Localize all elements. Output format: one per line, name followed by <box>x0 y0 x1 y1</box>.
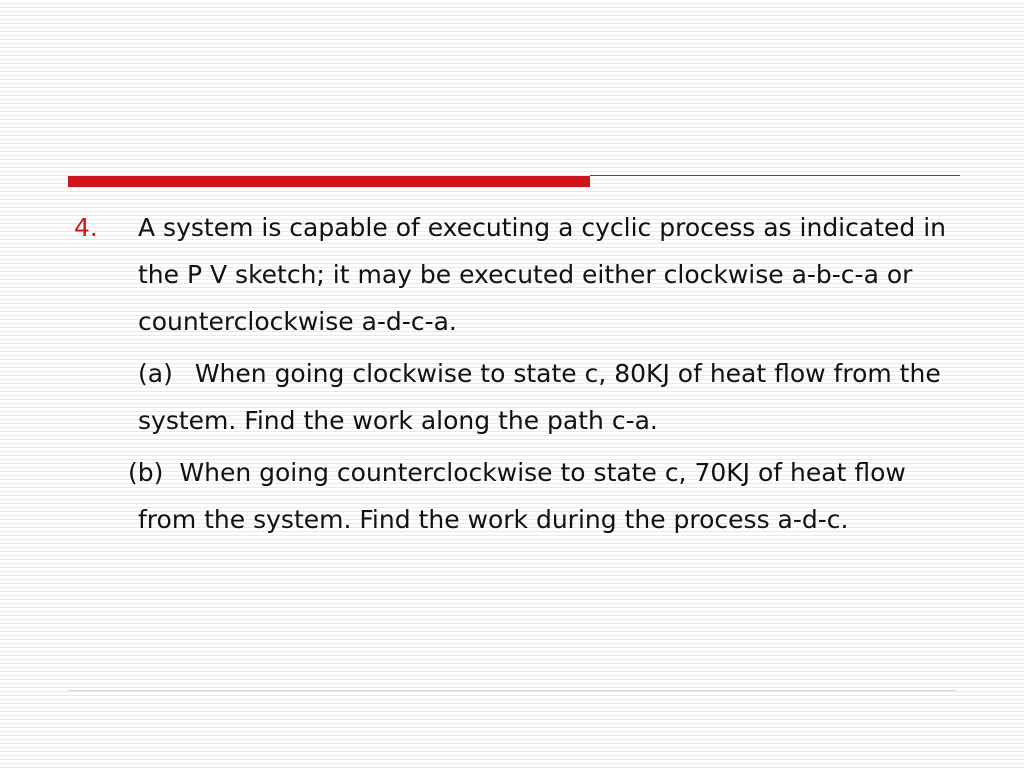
part-a-text: When going clockwise to state c, 80KJ of heat flow from the system. Find the work along the path c-a. <box>138 359 941 435</box>
part-b-text: When going counterclockwise to state c, 70KJ of heat flow from the system. Find the work during the process a-d-c. <box>138 458 906 534</box>
part-b <box>68 449 958 543</box>
part-b-label: (b) <box>128 458 164 487</box>
footer-rule <box>68 690 956 691</box>
part-a-label: (a) <box>138 359 173 388</box>
part-a <box>68 350 958 444</box>
list-item-number: 4. <box>74 213 98 242</box>
header-accent-line <box>590 175 960 176</box>
header-accent-bar <box>68 176 590 187</box>
problem-statement-text: A system is capable of executing a cyclic process as indicated in the P V sketch; it may be executed either clockwise a-b-c-a or counterclockwise a-d-c-a. <box>138 213 946 336</box>
problem-statement <box>68 204 958 345</box>
slide-content <box>68 204 958 543</box>
